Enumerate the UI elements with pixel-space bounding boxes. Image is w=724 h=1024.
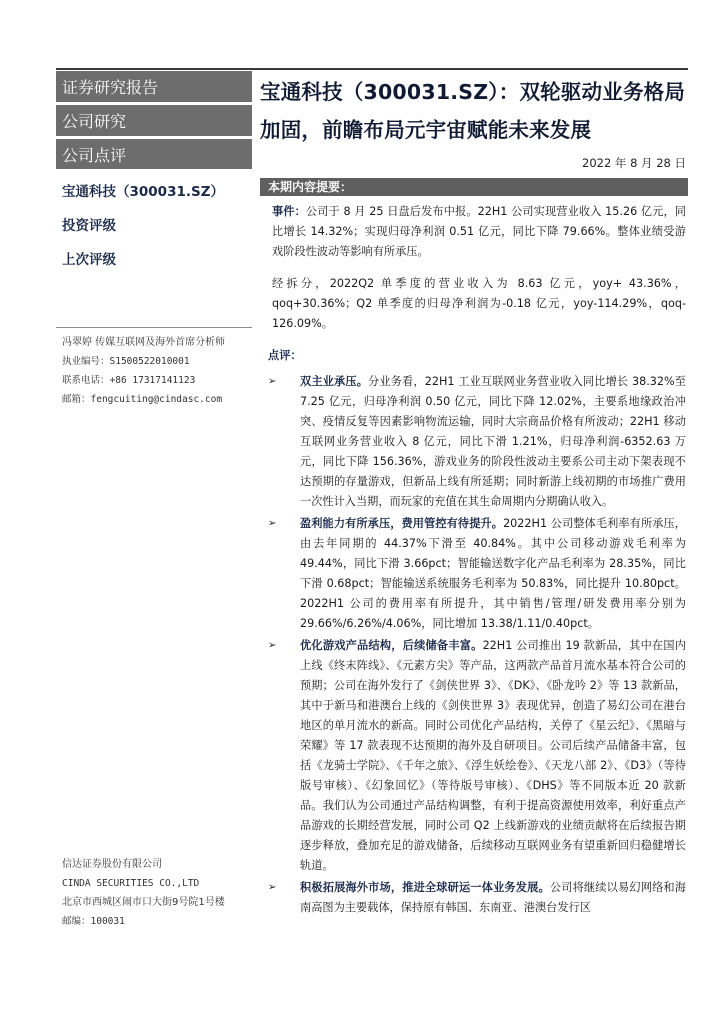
- bullet-item: [268, 372, 686, 512]
- comment-type-block: 公司点评: [56, 139, 252, 172]
- review-label: 点评：: [268, 349, 302, 362]
- arrow-bullet-icon: ➢: [268, 518, 277, 529]
- bullet-lead: 双主业承压。: [300, 375, 369, 388]
- report-body: [268, 202, 686, 920]
- summary-header: 本期内容提要：: [260, 178, 688, 196]
- analyst-name: 冯翠婷 传媒互联网及海外首席分析师: [62, 337, 226, 348]
- analyst-phone: 联系电话：+86 17317141123: [62, 375, 196, 386]
- top-rule: [56, 68, 688, 70]
- arrow-bullet-icon: ➢: [268, 882, 277, 893]
- bullet-text: 分业务看，22H1 工业互联网业务营业收入同比增长 38.32%至 7.25 亿元，归母净利润 0.50 亿元，同比下降 12.02%，主要系地缘政治冲突、疫情反复等因素影响物流运输，同时大宗商品价格有所波动；22H1 移动互联网业务营业收入 8 亿元，同比下滑 1.21%，归母净利润-6352.63 万元，同比下降 156.36%，游戏业务的阶段性波动主要系公司主动下架表现不达预期的存量游戏，但新品上线有所延期；同时新游上线初期的市场推广费用一次性计入当期，而玩家的充值在其生命周期内分期确认收入。: [300, 375, 686, 508]
- bullet-text: 公司将继续以易幻网络和海南高图为主要载体，保持原有韩国、东南亚、港澳台发行区: [300, 881, 686, 914]
- bullet-item: [268, 878, 686, 918]
- split-paragraph: 经拆分，2022Q2 单季度的营业收入为 8.63 亿元，yoy+ 43.36%，qoq+30.36%；Q2 单季度的归母净利润为-0.18 亿元，yoy-114.29%，qoq-126.09%。: [272, 277, 686, 330]
- sidebar-divider: [56, 327, 252, 328]
- bullet-lead: 积极拓展海外市场，推进全球研运一体业务发展。: [300, 881, 550, 894]
- firm-name-en: CINDA SECURITIES CO.,LTD: [62, 878, 200, 889]
- firm-name-cn: 信达证券股份有限公司: [62, 859, 162, 870]
- firm-address: 北京市西城区闹市口大街9号院1号楼: [62, 897, 225, 908]
- main-content: [260, 71, 688, 914]
- rating-label: 投资评级: [62, 218, 116, 234]
- event-paragraph: [272, 202, 686, 262]
- bullet-item: [268, 636, 686, 876]
- arrow-bullet-icon: ➢: [268, 640, 277, 651]
- firm-info: [62, 855, 252, 931]
- analyst-info: [62, 333, 252, 409]
- analyst-license: 执业编号：S1500522010001: [62, 356, 190, 367]
- last-rating-label: 上次评级: [62, 252, 116, 268]
- bullet-text: 22H1 公司推出 19 款新品，其中在国内上线《终末阵线》、《元素方尖》等产品，这两款产品首月流水基本符合公司的预期；公司在海外发行了《剑侠世界 3》、《DK》、《卧龙吟 2》等 13 款新品，其中于新马和港澳台上线的《剑侠世界 3》表现优异，创造了易幻公司在港台地区的单月流水的新高。同时公司优化产品结构，关停了《星云纪》、《黑暗与荣耀》等 17 款表现不达预期的海外及自研项目。公司后续产品储备丰富，包括《龙骑士学院》、《千年之旅》、《浮生妖绘卷》、《天龙八部 2》、《D3》（等待版号审核）、《幻象回忆》（等待版号审核）、《DHS》等不同版本近 20 款新品。我们认为公司通过产品结构调整，有利于提高资源使用效率，利好重点产品游戏的长期经营发展，同时公司 Q2 上线新游戏的业绩贡献将在后续报告期逐步释放，叠加充足的游戏储备，后续移动互联网业务有望重新回归稳健增长轨道。: [300, 639, 686, 872]
- bullet-item: [268, 514, 686, 634]
- bullet-lead: 优化游戏产品结构，后续储备丰富。: [300, 639, 483, 652]
- arrow-bullet-icon: ➢: [268, 376, 277, 387]
- event-lead: 事件：: [272, 205, 306, 218]
- event-text: 公司于 8 月 25 日盘后发布中报。22H1 公司实现营业收入 15.26 亿元，同比增长 14.32%；实现归母净利润 0.51 亿元，同比下降 79.66%。整体业绩受游戏阶段性波动等影响有所承压。: [272, 205, 686, 258]
- sidebar: [56, 71, 252, 999]
- analyst-email[interactable]: 邮箱：fengcuiting@cindasc.com: [62, 394, 223, 405]
- report-date: 2022 年 8 月 28 日: [582, 156, 686, 170]
- report-title: 宝通科技（300031.SZ）：双轮驱动业务格局加固，前瞻布局元宇宙赋能未来发展: [260, 80, 686, 142]
- company-name: 宝通科技（300031.SZ）: [62, 184, 224, 200]
- bullet-lead: 盈利能力有所承压，费用管控有待提升。: [300, 517, 504, 530]
- bullet-text: 2022H1 公司整体毛利率有所承压，由去年同期的 44.37%下滑至 40.84%。其中公司移动游戏毛利率为 49.44%，同比下滑 3.66pct；智能输送数字化产品毛利率为 28.35%，同比下滑 0.68pct；智能输送系统服务毛利率为 50.83%，同比提升 10.80pct。2022H1 公司的费用率有所提升，其中销售/管理/研发费用率分别为 29.66%/6.26%/4.06%，同比增加 13.38/1.11/0.40pct。: [300, 517, 686, 630]
- report-type-block: 证券研究报告: [56, 71, 252, 105]
- research-type-block: 公司研究: [56, 105, 252, 139]
- firm-postcode: 邮编：100031: [62, 916, 125, 927]
